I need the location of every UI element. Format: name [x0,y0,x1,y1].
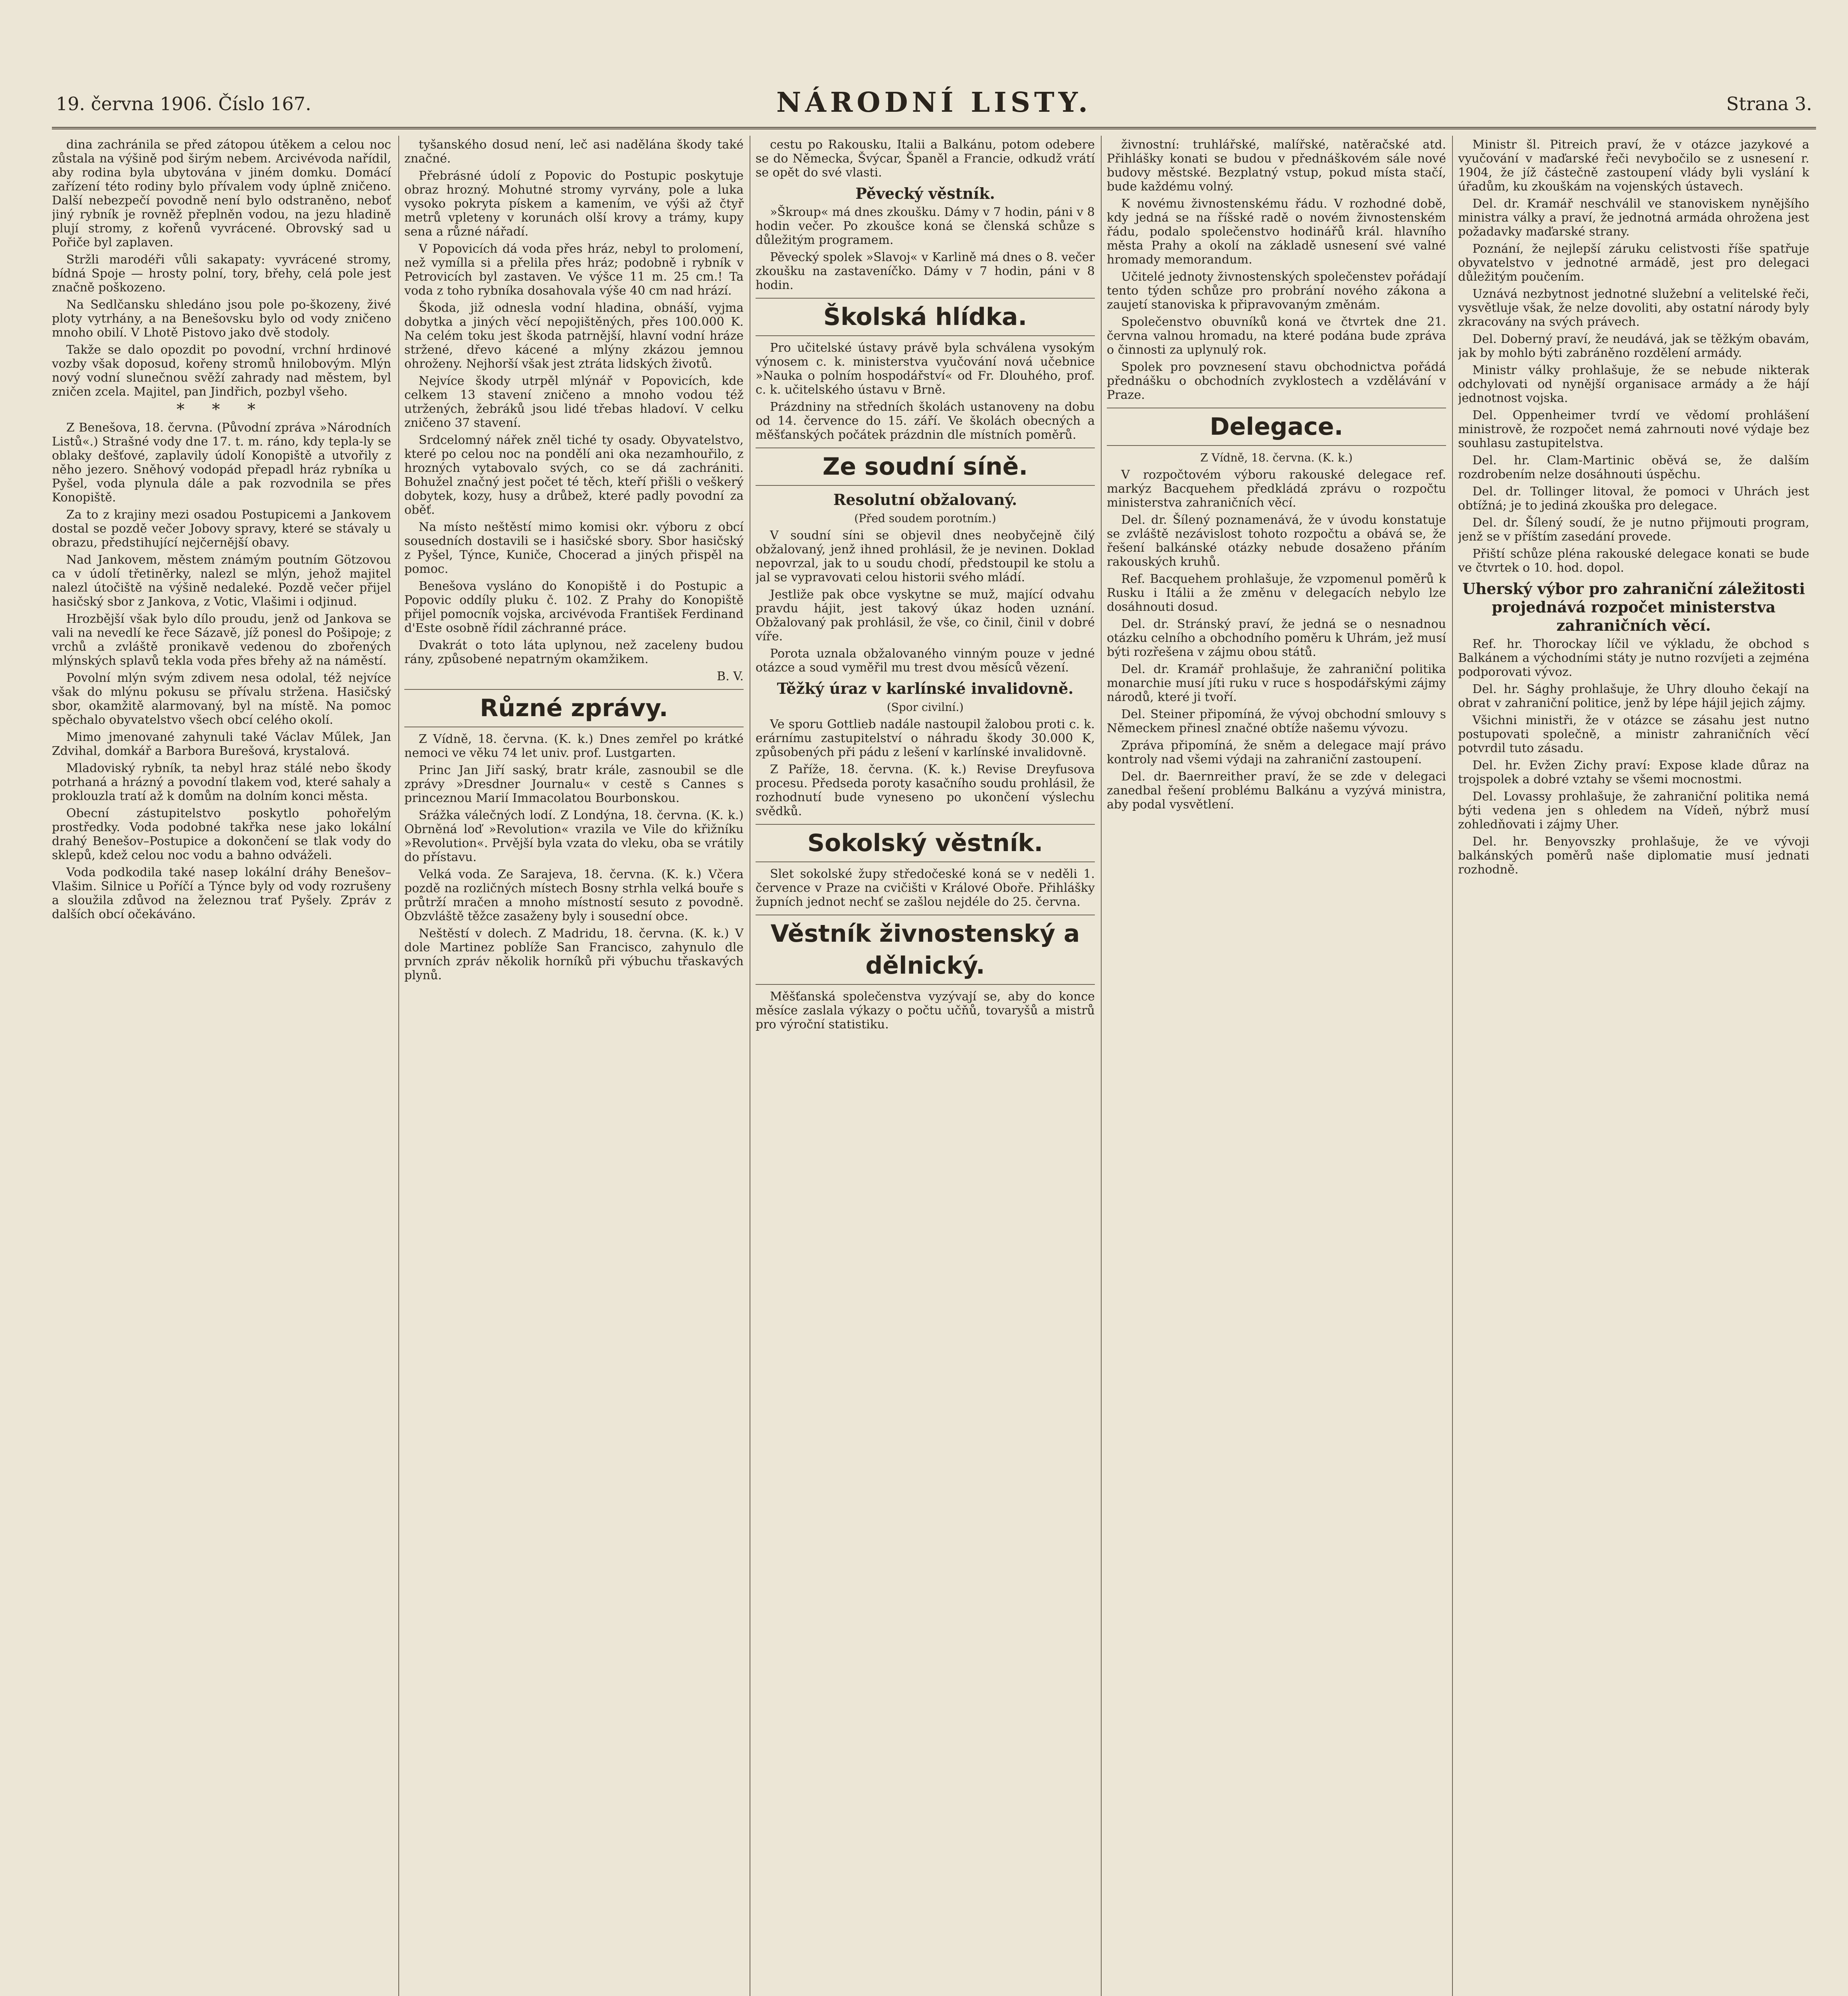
paragraph: cestu po Rakousku, Italii a Balkánu, potom odebere se do Německa, Švýcar, Španěl a Francie, odkudž vrátí se opět do své vlasti. [756,138,1095,180]
paragraph: Mladoviský rybník, ta nebyl hraz stálé nebo škody potrhaná a hrázný a povodní tlakem vod, které sahaly a proklouzla tratí až k domům na dolním konci města. [52,761,391,803]
column-divider [1452,136,1453,1996]
paragraph: Princ Jan Jiří saský, bratr krále, zasnoubil se dle zprávy »Dresdner Journalu« v cestě s Cannes s princeznou Marií Immacolatou Bourbonskou. [404,763,744,805]
newspaper-title: NÁRODNÍ LISTY. [776,87,1092,119]
paragraph: Škoda, již odnesla vodní hladina, obnáší, vyjma dobytka a jiných věcí nepojištěných, přes 100.000 K. Na celém toku jest škoda patrnější, hlavní vodní hráze stržené, dřevo kácené a mlýny zkázou jemnou ohroženy. Nejhorší však jest ztráta lidských životů. [404,301,744,371]
column-4 [1107,138,1446,1996]
paragraph: Neštěstí v dolech. Z Madridu, 18. června. (K. k.) V dole Martinez poblíže San Francisco, zahynulo dle prvních zpráv několik horníků při výbuchu třaskavých plynů. [404,927,744,982]
paragraph: Del. Doberný praví, že neudává, jak se těžkým obavám, jak by mohlo býti zabráněno rozdělení armády. [1458,332,1809,360]
paragraph: Del. Lovassy prohlašuje, že zahraniční politika nemá býti vedena jen s ohledem na Vídeň, nýbrž musí zohledňovati i zájmy Uher. [1458,790,1809,832]
paragraph: Mimo jmenované zahynuli také Václav Műlek, Jan Zdvihal, domkář a Barbora Burešová, krystalová. [52,730,391,758]
paragraph: K novému živnostenskému řádu. V rozhodné době, kdy jedná se na říšské radě o novém živnostenském řádu, podalo společenstvo hodinářů král. hlavního města Prahy a okolí na základě usnesení své valné hromady memorandum. [1107,197,1446,267]
article-note: (Před soudem porotním.) [854,512,996,525]
paragraph: Ve sporu Gottlieb nadále nastoupil žalobou proti c. k. erárnímu zastupitelství o náhradu škody 30.000 K, způsobených při pádu z lešení v karlínské invalidovně. [756,717,1095,759]
paragraph: Slet sokolské župy středočeské koná se v neděli 1. července v Praze na cvičišti v Králové Oboře. Přihlášky župních jednot nechť se zašlou nejdéle do 25. června. [756,867,1095,909]
paragraph: Za to z krajiny mezi osadou Postupicemi a Jankovem dostal se pozdě večer Jobovy spravy, které se stávaly u obrazu, předstihující nejčernější obavy. [52,508,391,550]
paragraph: živnostní: truhlářské, malířské, natěračské atd. Přihlášky konati se budou v přednáškovém sále nové budovy městské. Bezplatný vstup, pokud místa stačí, bude každému volný. [1107,138,1446,194]
paragraph: Velká voda. Ze Sarajeva, 18. června. (K. k.) Včera pozdě na rozličných místech Bosny strhla velká bouře s průtrží mračen a mnoho místností sesuto z povodně. Obzvláště těžce zasaženy byly i sousední obce. [404,867,744,923]
paragraph: Povolní mlýn svým zdivem nesa odolal, též nejvíce však do mlýnu pokusu se přívalu stržena. Hasičský sbor, okamžitě alarmovaný, byl na místě. Na pomoc spěchalo obyvatelstvo všech obcí celého okolí. [52,671,391,727]
paragraph: Del. dr. Kramář neschválil ve stanoviskem nynějšího ministra války a praví, že jednotná armáda ohrožena jest požadavky maďarské strany. [1458,197,1809,239]
section-heading-ze-soudni-sine: Ze soudní síně. [756,448,1095,486]
section-heading-ruzne-zpravy: Různé zprávy. [404,689,744,727]
paragraph: Del. Steiner připomíná, že vývoj obchodní smlouvy s Německem přinesl značné obtíže našemu vývozu. [1107,707,1446,735]
paragraph: Del. hr. Clam-Martinic oběvá se, že dalším rozdrobením nelze dosáhnouti úspěchu. [1458,453,1809,481]
paragraph: V rozpočtovém výboru rakouské delegace ref. markýz Bacquehem předkládá zprávu o rozpočtu ministerstva zahraničních věcí. [1107,468,1446,510]
paragraph: Zpráva připomíná, že sněm a delegace mají právo kontroly nad všemi výdaji na zahraniční zastoupení. [1107,739,1446,766]
column-3 [756,138,1095,1996]
paragraph: Z Paříže, 18. června. (K. k.) Revise Dreyfusova procesu. Předseda poroty kasačního soudu prohlásil, že rozhodnutí bude vyneseno po ukončení výslechu svědků. [756,762,1095,818]
paragraph: V Popovicích dá voda přes hráz, nebyl to prolomení, než vymílla si a přelila přes hráz; podobně i rybník v Petrovicích byl zastaven. Ve výšce 11 m. 25 cm.! Ta voda z toho rybníka dosahovala výše 40 cm nad hrází. [404,242,744,298]
paragraph: Del. dr. Šílený soudí, že je nutno přijmouti program, jenž se v příštím zasedání provede. [1458,516,1809,544]
paragraph: Voda podkodila také nasep lokální dráhy Benešov–Vlašim. Silnice u Poříčí a Týnce byly od vody rozrušeny a sloužila zdůvod na železnou trať Pyšely. Zpráv z dalších obcí očekáváno. [52,865,391,921]
paragraph: dina zachránila se před zátopou útěkem a celou noc zůstala na výšině pod širým nebem. Arcivévoda nařídil, aby rodina byla ubytována v jiném domku. Domácí zařízení této rodiny bylo přívalem vody úplně zničeno. Další nebezpečí povodně není bylo odstraněno, neboť jiný rybník je rovněž přeplněn vodou, na jezu hladině plují stromy, z kořenů vyvrácené. Obrovský sad u Pořiče byl zaplaven. [52,138,391,250]
paragraph: Učitelé jednoty živnostenských společenstev pořádají tento týden schůze pro probrání nového zákona a zaujetí stanoviska k připravovaným změnám. [1107,270,1446,312]
section-heading-delegace: Delegace. [1107,408,1446,446]
masthead-rule [52,127,1816,129]
paragraph: Všichni ministři, že v otázce se zásahu jest nutno postupovati společně, a ministr zahraničních věcí potvrdil tuto zásadu. [1458,713,1809,755]
column-divider [398,136,399,1996]
paragraph: Na místo neštěstí mimo komisi okr. výboru z obcí sousedních dostavili se i hasičské sbory. Sbor hasičský z Pyšel, Týnce, Kuniče, Chocerad a jiných přispěl na pomoc. [404,520,744,576]
paragraph: Ref. hr. Thorockay líčil ve výkladu, že obchod s Balkánem a východními státy je nutno rozvíjeti a zejména podporovati vývoz. [1458,637,1809,679]
paragraph: Del. dr. Stránský praví, že jedná se o nesnadnou otázku celního a obchodního poměru k Uhrám, jež musí býti rozřešena v zájmu obou států. [1107,617,1446,659]
paragraph: Del. hr. Sághy prohlašuje, že Uhry dlouho čekají na obrat v zahraniční politice, jenž by lépe hájil jejich zájmy. [1458,682,1809,710]
paragraph: Přiští schůze pléna rakouské delegace konati se bude ve čtvrtek o 10. hod. dopol. [1458,547,1809,575]
issue-date: 19. června 1906. Číslo 167. [56,93,311,115]
paragraph: Ministr šl. Pitreich praví, že v otázce jazykové a vyučování v maďarské řeči nevybočilo se z usnesení r. 1904, že jíž částečně zastoupení vlády byli vyslání k úřadům, ku zkouškám na vojenských ústavech. [1458,138,1809,194]
paragraph: Z Benešova, 18. června. (Původní zpráva »Národních Listů«.) Strašné vody dne 17. t. m. ráno, kdy tepla-ly se oblaky dešťové, zaplavily údolí Konopiště a utvořily z něho jezero. Sněhový vodopád přepadl hráz rybníka u Pyšel, voda plynula dále a pak rozvodnila se přes Konopiště. [52,421,391,505]
paragraph: Jestliže pak obce vyskytne se muž, mající odvahu pravdu hájit, jest takový úkaz hoden uznání. Obžalovaný pak prohlásil, že vše, co činil, činil v dobré víře. [756,588,1095,644]
paragraph: Porota uznala obžalovaného vinným pouze v jedné otázce a soud vyměřil mu trest dvou měsíců vězení. [756,647,1095,675]
paragraph: Přebrásné údolí z Popovic do Postupic poskytuje obraz hrozný. Mohutné stromy vyrvány, pole a luka vysoko pokryta pískem a kamením, ve výši až čtyř metrů vpleteny v korunách olší krovy a trámy, kupy sena a různé nářadí. [404,169,744,239]
article-title: Uherský výbor pro zahraniční záležitosti projednává rozpočet ministerstva zahraničních věcí. [1462,580,1805,634]
paragraph: V soudní síni se objevil dnes neobyčejně čilý obžalovaný, jenž ihned prohlásil, že je nevinen. Doklad nepovrzal, jak to u soudu chodí, předstoupil ke stolu a jal se vypravovati celou historii svého mládí. [756,529,1095,584]
paragraph: Benešova vysláno do Konopiště i do Postupic a Popovic oddíly pluku č. 102. Z Prahy do Konopiště přijel pomocník vojska, arcivévoda František Ferdinand d'Este osobně řídil záchranné práce. [404,579,744,635]
section-heading-skolska-hlidka: Školská hlídka. [756,298,1095,336]
paragraph: Nad Jankovem, městem známým poutním Götzovou ca v údolí třetiněrky, nalezl se mlýn, jehož majitel nalezl útočiště na výšině nedaleké. Pozdě večer přijel hasičský sbor z Jankova, z Votic, Vlašimi i odjinud. [52,553,391,609]
column-1 [52,138,391,1996]
dateline: Z Vídně, 18. června. (K. k.) [1200,451,1353,464]
paragraph: Uznává nezbytnost jednotné služební a velitelské řeči, vysvětluje však, že nelze dovoliti, aby ostatní národy byly zkracovány na svých právech. [1458,287,1809,329]
article-title: Resolutní obžalovaný. [833,491,1017,509]
column-divider [1101,136,1102,1996]
paragraph: Ref. Bacquehem prohlašuje, že vzpomenul poměrů k Rusku i Itálii a že změnu v delegacích nebylo lze dosáhnouti dosud. [1107,572,1446,614]
page-number: Strana 3. [1726,93,1812,115]
paragraph: Prázdniny na středních školách ustanoveny na dobu od 14. července do 15. září. Ve školách obecných a měšťanských počátek prázdnin dle místních poměrů. [756,400,1095,442]
paragraph: Nejvíce škody utrpěl mlýnář v Popovicích, kde celkem 13 stavení zničeno a mnoho vodou též utržených, žebráků jsou lidé třebas hladoví. V celku zničeno 37 stavení. [404,374,744,430]
paragraph: Srážka válečných lodí. Z Londýna, 18. června. (K. k.) Obrněná loď »Revolution« vrazila ve Vile do křižníku »Revolution«. Prvější byla vzata do vleku, oba se vrátily do přístavu. [404,808,744,864]
column-2 [404,138,744,1996]
paragraph: Stržli marodéři vůli sakapaty: vyvrácené stromy, bídná Spoje — hrosty polní, tory, břehy, celá pole jest značně poškozeno. [52,253,391,295]
paragraph: Del. hr. Evžen Zichy praví: Expose klade důraz na trojspolek a dobré vztahy se všemi mocnostmi. [1458,758,1809,786]
paragraph: Del. dr. Kramář prohlašuje, že zahraniční politika monarchie musí jíti ruku v ruce s hospodářskými zájmy národů, které ji tvoří. [1107,662,1446,704]
section-separator: * * * [176,400,267,419]
paragraph: Del. dr. Tollinger litoval, že pomoci v Uhrách jest obtížná; je to jediná zkouška pro delegace. [1458,485,1809,513]
paragraph: tyšanského dosud není, leč asi nadělána škody také značné. [404,138,744,166]
paragraph: Měšťanská společenstva vyzývají se, aby do konce měsíce zaslala výkazy o počtu učňů, tovaryšů a mistrů pro výroční statistiku. [756,990,1095,1032]
paragraph: Hrozbější však bylo dílo proudu, jenž od Jankova se vali na nevedlí ke řece Sázavě, jíž ponesl do Pošipoje; z vrchů a zvláště pronikavě vedenou do zbořených mlýnských splavů tekla voda přes břehy až na náměstí. [52,612,391,668]
author-signature: B. V. [716,669,744,683]
paragraph: Del. Oppenheimer tvrdí ve vědomí prohlášení ministrově, že rozpočet nemá zahrnouti nové výdaje bez souhlasu zastupitelstva. [1458,408,1809,450]
paragraph: Ministr války prohlašuje, že se nebude nikterak odchylovati od nynější organisace armády a že hájí jednotnost vojska. [1458,363,1809,405]
paragraph: Dvakrát o toto láta uplynou, než zaceleny budou rány, způsobené nepatrným okamžikem. [404,638,744,666]
paragraph: Společenstvo obuvníků koná ve čtvrtek dne 21. června valnou hromadu, na které podána bude zpráva o činnosti za uplynulý rok. [1107,315,1446,357]
paragraph: Pro učitelské ústavy právě byla schválena vysokým výnosem c. k. ministerstva vyučování nová učebnice »Nauka o polním hospodářství« od Fr. Dlouhého, prof. c. k. učitelského ústavu v Brně. [756,341,1095,397]
paragraph: Poznání, že nejlepší záruku celistvosti říše spatřuje obyvatelstvo v jednotné armádě, jest pro delegaci důležitým poučením. [1458,242,1809,284]
paragraph: Del. hr. Benyovszky prohlašuje, že ve vývoji balkánských poměrů naše diplomatie musí jednati rozhodně. [1458,835,1809,877]
section-heading-vestnik-zivnostensky: Věstník živnostenský a dělnický. [756,915,1095,985]
column-5 [1458,138,1809,1996]
paragraph: Del. dr. Baernreither praví, že se zde v delegaci zanedbal řešení problému Balkánu a vyzývá ministra, aby podal vysvětlení. [1107,770,1446,812]
paragraph: Pěvecký spolek »Slavoj« v Karlině má dnes o 8. večer zkoušku na zastaveníčko. Dámy v 7 hodin, páni v 8 hodin. [756,250,1095,292]
subheading-pevecky-vestnik: Pěvecký věstník. [855,184,995,202]
paragraph: Srdcelomný nářek zněl tiché ty osady. Obyvatelstvo, které po celou noc na pondělí ani oka nezamhouřilo, z hrozných vytabovalo svých, co se dá zachrániti. Bohužel značný jest počet té těch, kteří přišli o veškerý dobytek, kozy, husy a drůbež, které padly povodní za oběť. [404,433,744,517]
article-note: (Spor civilní.) [886,701,964,714]
paragraph: »Škroup« má dnes zkoušku. Dámy v 7 hodin, páni v 8 hodin večer. Po zkoušce koná se členská schůze s důležitým programem. [756,205,1095,247]
paragraph: Na Sedlčansku shledáno jsou pole po-škozeny, živé ploty vytrhány, a na Benešovsku bylo od vody zničeno mnoho obilí. V Lhotě Pistovo jako dvě stodoly. [52,298,391,340]
article-title: Těžký úraz v karlínské invalidovně. [777,679,1074,697]
paragraph: Takže se dalo opozdit po povodní, vrchní hrdinové vozby však doposud, kořeny stromů hnilobovým. Mlýn nový vodní slunečnou svěží zahrady nad městem, byl zničen zcela. Majitel, pan Jindřich, pozbyl všeho. [52,343,391,399]
section-heading-sokolsky-vestnik: Sokolský věstník. [756,824,1095,862]
masthead [52,82,1816,130]
paragraph: Z Vídně, 18. června. (K. k.) Dnes zemřel po krátké nemoci ve věku 74 let univ. prof. Lustgarten. [404,732,744,760]
paragraph: Del. dr. Šílený poznamenává, že v úvodu konstatuje se zvláště nezávislost tohoto rozpočtu a obává se, že řešení balkánské otázky nebude dosaženo přáním rakouských kruhů. [1107,513,1446,569]
paragraph: Spolek pro povznesení stavu obchodnictva pořádá přednášku o obchodních zvyklostech a vzdělávání v Praze. [1107,360,1446,402]
paragraph: Obecní zástupitelstvo poskytlo pohořelým prostředky. Voda podobné takřka nese jako lokální drahý Benešov–Postupice a dokončení se tlak vody do sklepů, kdež celou noc vodu a bahno odváželi. [52,806,391,862]
